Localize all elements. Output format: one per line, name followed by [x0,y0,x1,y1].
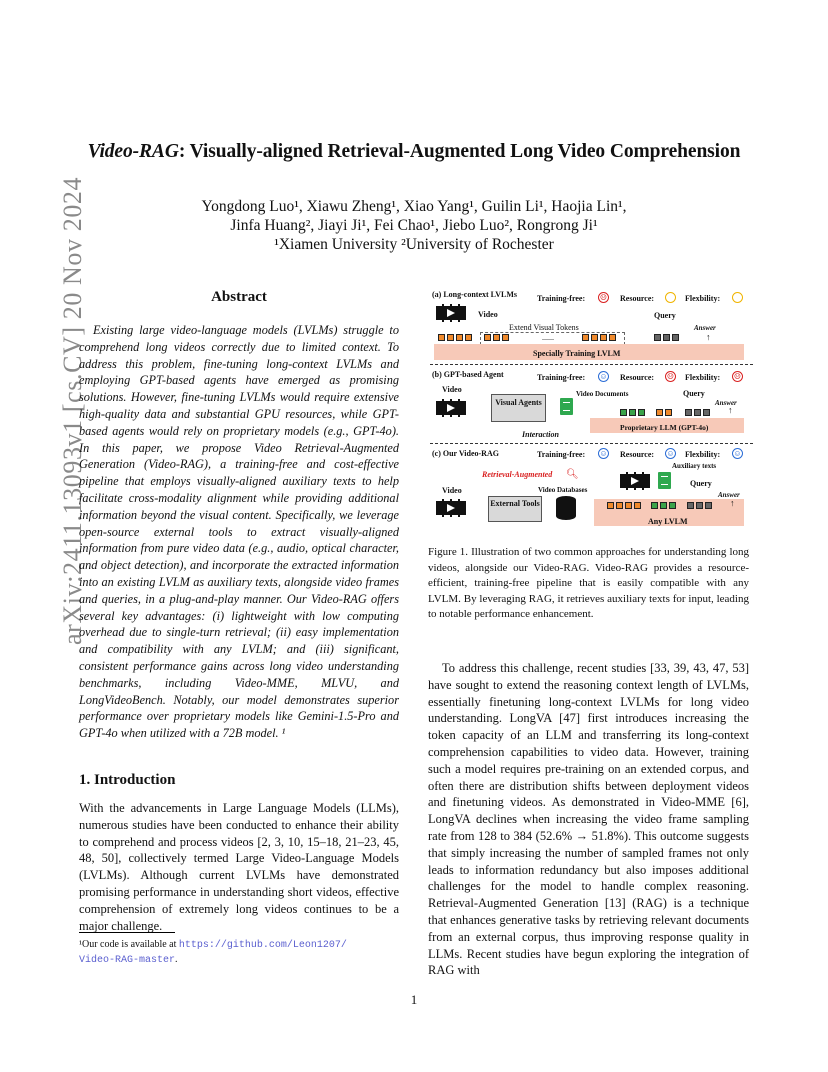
fig-b-query: Query [683,389,705,398]
fig-a-flexibility: Flexbility: [685,294,721,303]
token [625,502,632,509]
title-italic: Video-RAG [87,141,179,162]
document-icon [658,472,671,489]
up-arrow-icon: ↑ [730,498,735,508]
token [696,502,703,509]
fig-a-query: Query [654,311,676,320]
footnote-link-cont[interactable]: Video-RAG-master [79,954,176,966]
token [629,409,636,416]
up-arrow-icon: ↑ [706,332,711,342]
page-number: 1 [410,992,418,1007]
fig-b-label: (b) GPT-based Agent [432,370,504,379]
title-rest: : Visually-aligned Retrieval-Augmented Long Video Comprehension [178,141,741,162]
token [669,502,676,509]
neutral-face-icon [665,292,676,303]
fig-b-proprietary: Proprietary LLM (GPT-4o) [620,423,709,432]
fig-c-flexibility: Flexbility: [685,450,721,459]
video-icon [436,499,466,517]
fig-b-flexibility: Flexbility: [685,373,721,382]
divider [430,364,753,365]
video-icon [436,399,466,417]
token [663,334,670,341]
token [465,334,472,341]
fig-c-query: Query [690,479,712,488]
fig-b-answer: Answer [715,399,737,407]
authors-line-1: Yongdong Luo¹, Xiawu Zheng¹, Xiao Yang¹, Guilin Li¹, Haojia Lin¹, [201,198,627,215]
token [582,334,589,341]
document-icon [560,398,573,415]
neutral-face-icon [732,292,743,303]
visual-agents-box: Visual Agents [491,394,546,422]
token [620,409,627,416]
fig-b-resource: Resource: [620,373,655,382]
smile-face-icon: ☺ [599,449,608,458]
footnote-prefix: ¹Our code is available at [79,939,179,950]
smile-face-icon: ☺ [733,449,742,458]
video-icon [620,472,650,490]
figure-caption: Figure 1. Illustration of two common approaches for understanding long videos, alongside our Video-RAG. Video-RAG provides a resource-efficient, training-free pipeline that is easily compatible with any LVLM. By leveraging RAG, it retrieves auxiliary texts for input, leading to notable performance enhancement. [428,546,749,620]
token [484,334,491,341]
sad-face-icon: ☹ [599,293,608,302]
fig-b-video-documents: Video Documents [576,390,629,398]
smile-face-icon: ☺ [599,372,608,381]
fig-b-training-free: Training-free: [537,373,586,382]
token [634,502,641,509]
fig-b-interaction: Interaction [522,430,559,439]
token [493,334,500,341]
database-icon [556,496,576,520]
token [638,409,645,416]
up-arrow-icon: ↑ [728,405,733,415]
sad-face-icon: ☹ [733,372,742,381]
token [438,334,445,341]
token [600,334,607,341]
token [654,334,661,341]
token [665,409,672,416]
token [607,502,614,509]
fig-c-any-lvlm: Any LVLM [648,517,688,526]
token [703,409,710,416]
token [687,502,694,509]
right-column-body: To address this challenge, recent studies [33, 39, 43, 47, 53] have sought to extend the reasoning context length of LVLMs, essentially finetuning long-context LVLMs for long video understanding. LongVA [47] first introduces increasing the token capacity of an LLM and transferring its long-context comprehension capabilities to video data. However, training such a model requires pre-training on an extended corpus, and often there are distribution shifts between deployment videos and finetuning videos. As demonstrated in Video-MME [6], LongVA declines when increasing the video frame sampling rate from 128 to 384 (52.6% → 51.8%). This outcome suggests that simply increasing the number of sampled frames not only leads to information redundancy but also imposes additional challenges for the model to handle complex reasoning. Retrieval-Augmented Generation [13] (RAG) is a technique that enhances generative tasks by retrieving relevant documents from an external corpus, thus improving response quality in LLMs. Recent studies have begun exploring the integration of RAG with [428,661,749,978]
figure-1 [430,286,753,530]
fig-a-label: (a) Long-context LVLMs [432,290,518,299]
token [616,502,623,509]
intro-heading: 1. Introduction [79,772,176,788]
affiliations: ¹Xiamen University ²University of Rochester [274,236,554,253]
fig-a-video: Video [478,310,498,319]
footnote-end: . [175,953,178,965]
divider [430,443,753,444]
footnote-link[interactable]: https://github.com/Leon1207/ [178,940,347,951]
video-icon [436,304,466,322]
authors-line-2: Jinfa Huang², Jiayi Ji¹, Fei Chao¹, Jiebo Luo², Rongrong Ji¹ [230,217,598,234]
fig-a-resource: Resource: [620,294,655,303]
token [705,502,712,509]
fig-c-auxiliary: Auxiliary texts [672,462,717,470]
fig-a-answer: Answer [694,324,716,332]
smile-face-icon: ☺ [666,449,675,458]
token [651,502,658,509]
fig-c-retrieval-augmented: Retrieval-Augmented [482,470,553,479]
token [591,334,598,341]
fig-a-extend-tokens: Extend Visual Tokens [509,323,579,332]
footnote [79,938,409,967]
fig-c-video-databases: Video Databases [538,486,588,494]
fig-c-video: Video [442,486,462,495]
token [672,334,679,341]
footnote-rule [79,932,175,933]
fig-c-label: (c) Our Video-RAG [432,449,499,458]
fig-c-training-free: Training-free: [537,450,586,459]
token [609,334,616,341]
sad-face-icon: ☹ [666,372,675,381]
token [447,334,454,341]
abstract-body: Existing large video-language models (LVLMs) struggle to comprehend long videos correctly due to limited context. To address this problem, fine-tuning long-context LVLMs and employing GPT-based agents have emerged as promising solutions. However, fine-tuning LVLMs would require extensive high-quality data and substantial GPU resources, while GPT-based agents would rely on proprietary models (e.g., GPT-4o). In this paper, we propose Video Retrieval-Augmented Generation (Video-RAG), a training-free and cost-effective pipeline that employs visually-aligned auxiliary texts to help facilitate cross-modality alignment while providing additional information beyond the visual content. Specifically, we leverage open-source external tools to extract visually-aligned information from pure video data (e.g., audio, optical character, and object detection), and incorporate the extracted information into an existing LVLM as auxiliary texts, alongside video frames and queries, in a plug-and-play manner. Our Video-RAG offers several key advantages: (i) lightweight with low computing overhead due to single-turn retrieval; (ii) easy implementation and compatibility with any LVLM; and (iii) significant, consistent performance gains across long video understanding benchmarks, including Video-MME, MLVU, and LongVideoBench. Notably, our model demonstrates superior performance over proprietary models like Gemini-1.5-Pro and GPT-4o when utilized with a 72B model. ¹ [79,323,399,741]
fig-c-answer: Answer [718,491,740,499]
fig-c-resource: Resource: [620,450,655,459]
token [685,409,692,416]
external-tools-box: External Tools [488,496,542,522]
fig-a-ellipsis: ...... [542,333,554,342]
arxiv-stamp-text: arXiv:2411.13093v1 [cs.CV] 20 Nov 2024 [58,176,87,645]
token [456,334,463,341]
token [502,334,509,341]
intro-body: With the advancements in Large Language Models (LLMs), numerous studies have been conducted to enhance their ability to comprehend and process videos [2, 3, 10, 15–18, 21–23, 45, 48, 50], collectively termed Large Video-Language Models (LVLMs). Although current LVLMs have demonstrated promising performance in understanding short videos, effective comprehension of extremely long videos continues to be a major challenge. [79,801,399,933]
token [656,409,663,416]
paper-title [0,141,828,163]
token [694,409,701,416]
search-icon: 🔍︎ [566,469,579,480]
fig-a-special-training: Specially Training LVLM [533,349,621,358]
token [660,502,667,509]
fig-a-training-free: Training-free: [537,294,586,303]
abstract-heading: Abstract [211,289,267,305]
fig-b-video: Video [442,385,462,394]
